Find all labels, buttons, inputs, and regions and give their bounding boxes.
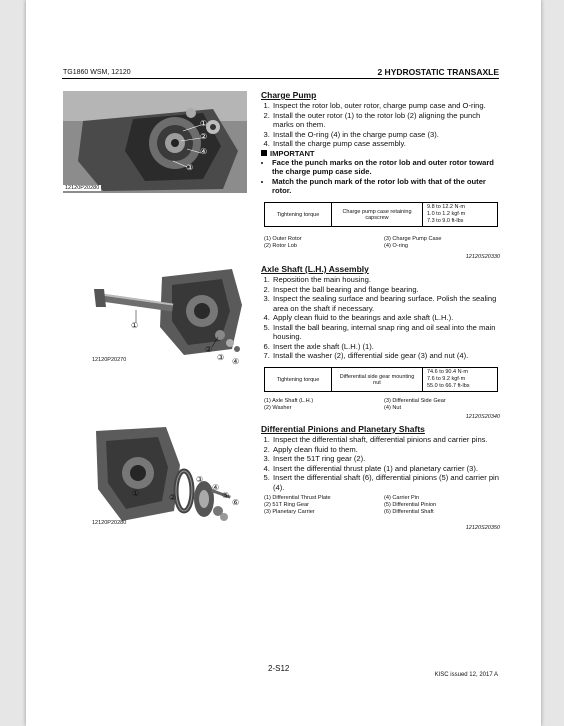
important-square-icon (261, 150, 267, 156)
step: 3. Inspect the sealing surface and bearing surface. Polish the sealing area on the shaft if necessary. (272, 294, 501, 313)
torque-value-kgfm: 7.6 to 9.2 kgf·m (427, 376, 466, 382)
legend-item: (4) Carrier Pin (384, 495, 420, 501)
legend-item: (5) Differential Pinion (384, 502, 437, 508)
steps-list (261, 435, 501, 492)
step: 1. Inspect the differential shaft, differential pinions and carrier pins. (272, 435, 501, 445)
photo-code: 12120P20280 (92, 520, 127, 526)
callout-4: ④ (212, 483, 220, 492)
torque-value-nm: 9.8 to 12.2 N·m (427, 204, 465, 210)
callout-2: ② (200, 132, 208, 141)
step: 5. Install the ball bearing, internal snap ring and oil seal into the main housing. (272, 323, 501, 342)
callout-4: ④ (200, 147, 208, 156)
legend-item: (1) Differential Thrust Plate (264, 495, 331, 501)
reference-code: 12120S20340 (465, 414, 500, 420)
charge-pump-photo (63, 91, 247, 193)
legend-item: (3) Differential Side Gear (384, 398, 446, 404)
bullet: • Match the punch mark of the rotor lob with that of the outer rotor. (272, 177, 501, 196)
callout-3: ③ (186, 163, 194, 172)
step: 7. Install the washer (2), differential side gear (3) and nut (4). (272, 351, 501, 361)
page-number: 2-S12 (268, 664, 290, 673)
step: 1. Reposition the main housing. (272, 275, 501, 285)
torque-label: Tightening torque (265, 203, 332, 227)
important-heading (261, 149, 501, 158)
step: 6. Insert the axle shaft (L.H.) (1). (272, 342, 501, 352)
step: 2. Install the outer rotor (1) to the rotor lob (2) aligning the punch marks on them. (272, 111, 501, 130)
callout-1: ① (200, 119, 208, 128)
issue-note: KISC issued 12, 2017 A (434, 672, 498, 678)
axle-shaft-section (261, 264, 501, 361)
legend-item: (3) Planetary Carrier (264, 509, 315, 515)
legend-item: (2) Rotor Lob (264, 243, 297, 249)
torque-value-kgfm: 1.0 to 1.2 kgf·m (427, 211, 466, 217)
callout-1: ① (131, 321, 139, 330)
step: 5. Insert the differential shaft (6), differential pinions (5) and carrier pin (4). (272, 473, 501, 492)
header-rule (62, 78, 499, 79)
important-label: IMPORTANT (270, 148, 315, 158)
header-left: TG1860 WSM, 12120 (63, 69, 131, 76)
callout-5: ⑤ (222, 491, 230, 500)
differential-photo (92, 425, 248, 529)
bullet: • Face the punch marks on the rotor lob and outer rotor toward the charge pump case side. (272, 158, 501, 177)
reference-code: 12120S20350 (465, 525, 500, 531)
torque-values (423, 368, 498, 392)
photo-code: 12120P20280 (65, 185, 100, 191)
torque-value-ftlbs: 55.0 to 66.7 ft-lbs (427, 383, 470, 389)
axle-shaft-photo (92, 265, 248, 369)
legend (264, 236, 500, 249)
torque-table (264, 367, 498, 392)
step: 2. Inspect the ball bearing and flange bearing. (272, 285, 501, 295)
callout-3: ③ (217, 353, 225, 362)
legend-item: (1) Axle Shaft (L.H.) (264, 398, 314, 404)
step: 4. Apply clean fluid to the bearings and axle shaft (L.H.). (272, 313, 501, 323)
torque-values (423, 203, 498, 227)
step: 3. Insert the 51T ring gear (2). (272, 454, 501, 464)
section-title: Axle Shaft (L.H.) Assembly (261, 264, 369, 274)
legend (264, 398, 500, 411)
section-title: Differential Pinions and Planetary Shafts (261, 424, 425, 434)
torque-value-nm: 74.6 to 90.4 N·m (427, 369, 468, 375)
step: 3. Install the O-ring (4) in the charge pump case (3). (272, 130, 501, 140)
legend (264, 495, 500, 515)
step: 2. Apply clean fluid to them. (272, 445, 501, 455)
torque-item: Differential side gear mounting nut (332, 368, 423, 392)
section-title: Charge Pump (261, 90, 317, 100)
legend-item: (4) O-ring (384, 243, 408, 249)
torque-table (264, 202, 498, 227)
step: 4. Install the charge pump case assembly. (272, 139, 501, 149)
steps-list (261, 275, 501, 361)
legend-item: (2) Washer (264, 405, 292, 411)
callout-2: ② (169, 493, 177, 502)
steps-list (261, 101, 501, 149)
step: 1. Inspect the rotor lob, outer rotor, charge pump case and O-ring. (272, 101, 501, 111)
reference-code: 12120S20330 (465, 254, 500, 260)
callout-1: ① (132, 489, 140, 498)
callout-4: ④ (232, 357, 240, 366)
callout-2: ② (205, 345, 213, 354)
important-bullets (261, 158, 501, 196)
legend-item: (1) Outer Rotor (264, 236, 302, 242)
torque-item: Charge pump case retaining capscrew (332, 203, 423, 227)
legend-item: (4) Nut (384, 405, 402, 411)
torque-value-ftlbs: 7.3 to 9.0 ft-lbs (427, 218, 464, 224)
charge-pump-section (261, 90, 501, 196)
differential-section (261, 424, 501, 492)
legend-item: (3) Charge Pump Case (384, 236, 442, 242)
legend-item: (2) 51T Ring Gear (264, 502, 309, 508)
photo-code: 12120P20270 (92, 357, 127, 363)
legend-item: (6) Differential Shaft (384, 509, 434, 515)
torque-label: Tightening torque (265, 368, 332, 392)
callout-6: ⑥ (232, 498, 240, 507)
callout-3: ③ (196, 475, 204, 484)
step: 4. Insert the differential thrust plate (1) and planetary carrier (3). (272, 464, 501, 474)
header-right: 2 HYDROSTATIC TRANSAXLE (377, 67, 499, 77)
